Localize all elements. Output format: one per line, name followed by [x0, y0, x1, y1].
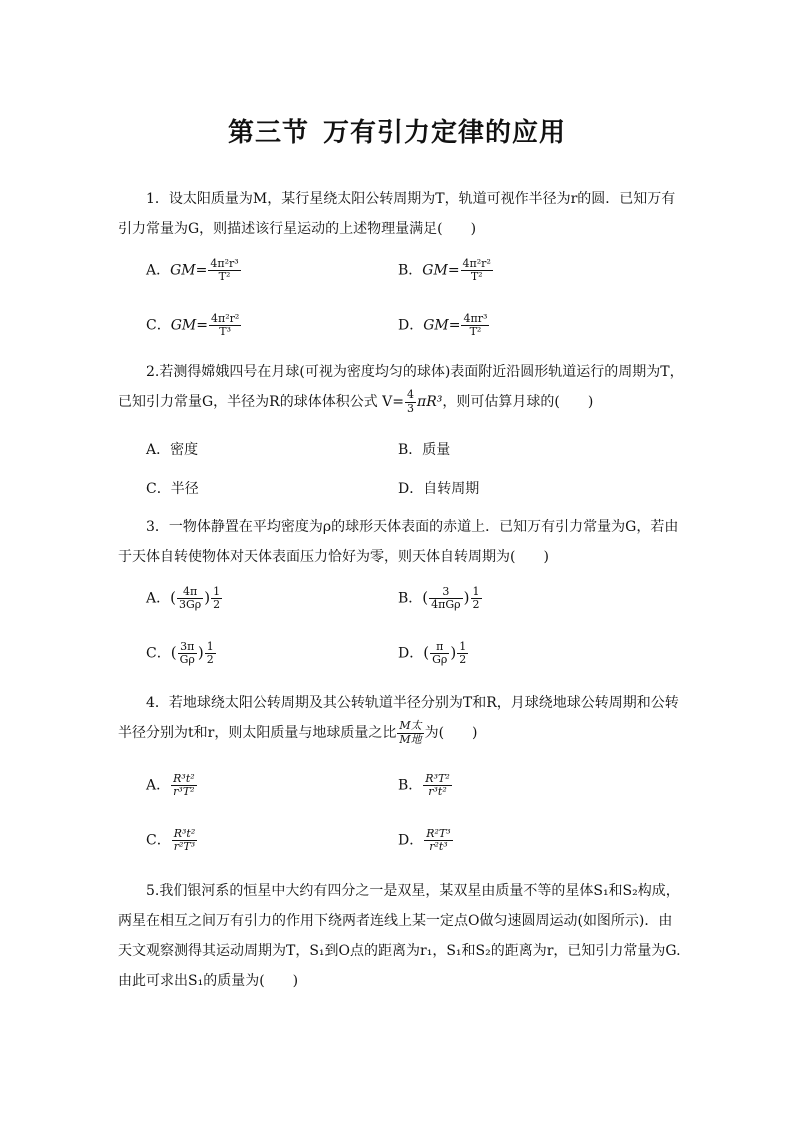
question-1-text: 1．设太阳质量为M，某行星绕太阳公转周期为T，轨道可视作半径为r的圆．已知万有引力常量为G，则描述该行星运动的上述物理量满足( ) — [118, 191, 676, 237]
q3-option-a: A．( $\frac{4\pi}{3G\rho}$ ) $\frac{1}{2}$ — [146, 585, 221, 612]
q2-option-c: C．半径 — [146, 481, 199, 497]
question-3-text: 3．一物体静置在平均密度为ρ的球形天体表面的赤道上．已知万有引力常量为G，若由于天体自转使物体对天体表面压力恰好为零，则天体自转周期为( ) — [118, 519, 679, 565]
volume-fraction: $\frac{4}{3}$ — [407, 388, 415, 415]
question-4-text-b: 为( ) — [424, 725, 478, 741]
q2-option-d: D．自转周期 — [398, 481, 480, 497]
fraction: $\frac{\text{4πr³}}{\text{T²}}$ — [463, 312, 488, 339]
q2-option-a: A．密度 — [146, 442, 199, 458]
q3-option-c: C．( $\frac{3\pi}{G\rho}$ ) $\frac{1}{2}$ — [146, 640, 214, 667]
fraction: $\frac{\text{4π²r³}}{\text{T²}}$ — [210, 257, 239, 284]
question-5-text: 5.我们银河系的恒星中大约有四分之一是双星，某双星由质量不等的星体S₁和S₂构成，两星在相互之间万有引力的作用下绕两者连线上某一定点O做匀速圆周运动(如图所示)．由天文观察测得其运动周期为T，S₁到O点的距离为r₁，S₁和S₂的距离为r，已知引力常量为G.由此可求出S₁的质量为( ) — [118, 883, 681, 989]
q1-option-b: B．GM= $\frac{\text{4π²r²}}{\text{T²}}$ — [398, 257, 491, 284]
fraction: $\frac{\text{4π²r²}}{\text{T³}}$ — [210, 312, 240, 339]
page-title — [0, 112, 794, 149]
question-4-text-a: 4．若地球绕太阳公转周期及其公转轨道半径分别为T和R，月球绕地球公转周期和公转半径分别为t和r，则太阳质量与地球质量之比 — [118, 695, 679, 741]
q3-option-b: B．( $\frac{3}{\text{4πGρ}}$ ) $\frac{1}{2}$ — [398, 585, 480, 612]
q3-option-d: D．( $\frac{\pi}{G\rho}$ ) $\frac{1}{2}$ — [398, 640, 467, 667]
question-4 — [118, 688, 684, 748]
question-2: 2.若测得嫦娥四号在月球(可视为密度均匀的球体)表面附近沿圆形轨道运行的周期为T，已知引力常量G，半径为R的球体体积公式 V= $\frac{4}{3}$ πR³，则可估算月球的( ) — [118, 364, 684, 415]
fraction: $\frac{\text{4π²r²}}{\text{T²}}$ — [462, 257, 491, 284]
q1-option-a: A．GM= $\frac{\text{4π²r³}}{\text{T²}}$ — [146, 257, 239, 284]
q2-option-b: B．质量 — [398, 442, 451, 458]
question-1 — [118, 184, 684, 244]
q4-option-b: B． $\frac{\text{R³T²}}{\text{r³t²}}$ — [398, 772, 450, 799]
q4-option-d: D． $\frac{\text{R²T³}}{\text{r²t³}}$ — [398, 827, 451, 854]
q1-option-c: C．GM= $\frac{\text{4π²r²}}{\text{T³}}$ — [146, 312, 240, 339]
section-title: 万有引力定律的应用 — [323, 118, 567, 148]
q4-option-a: A． $\frac{\text{R³t²}}{\text{r³T²}}$ — [146, 772, 195, 799]
q4-option-c: C． $\frac{\text{R³t²}}{\text{r²T³}}$ — [146, 827, 196, 854]
q1-option-d: D．GM= $\frac{\text{4πr³}}{\text{T²}}$ — [398, 312, 488, 339]
question-5 — [118, 876, 684, 996]
question-2-text-b: ，则可估算月球的( ) — [442, 394, 594, 410]
section-number: 第三节 — [227, 118, 309, 148]
question-2-text-a: 2.若测得嫦娥四号在月球(可视为密度均匀的球体)表面附近沿圆形轨道运行的周期为T，已知引力常量G，半径为R的球体体积公式 V= — [118, 364, 684, 410]
mass-ratio: $\frac{\text{M太}}{\text{M地}}$ — [399, 719, 422, 746]
question-3 — [118, 512, 684, 572]
